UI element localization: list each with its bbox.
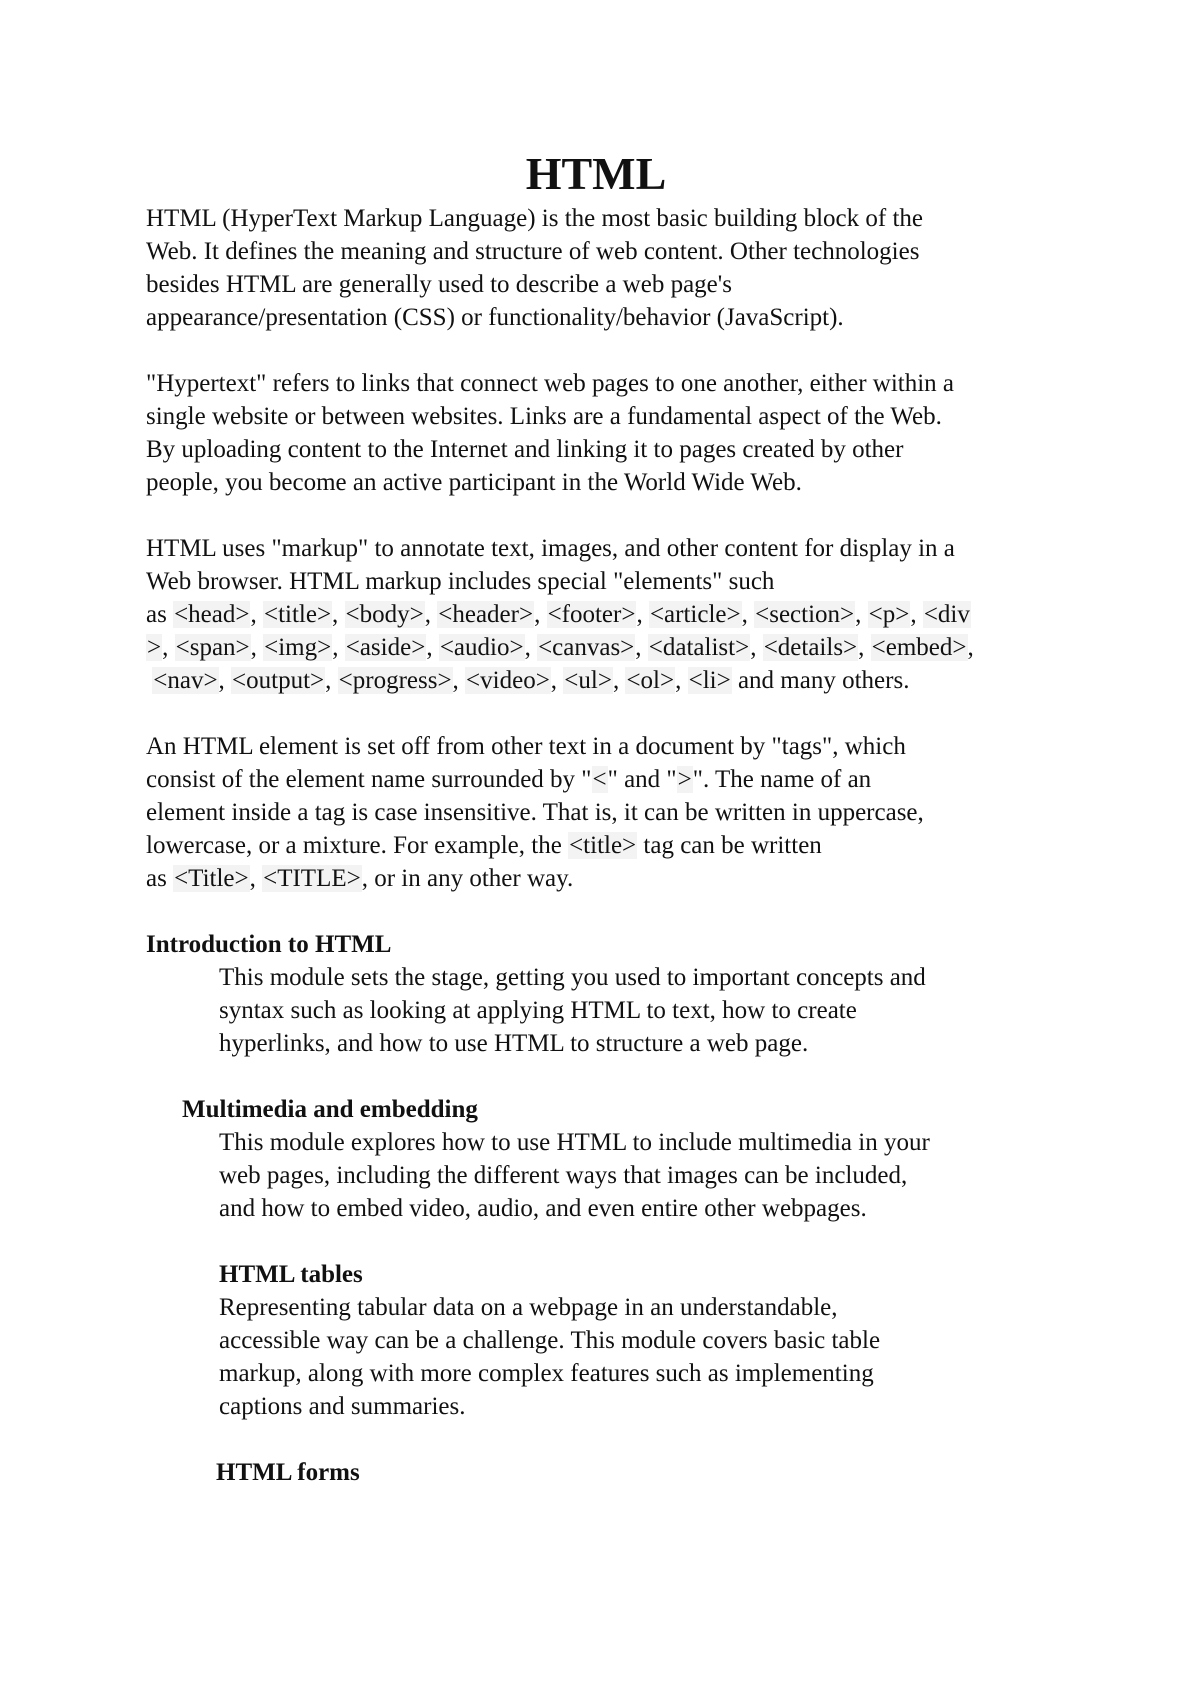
page-title: HTML: [525, 148, 667, 199]
code-tag: <li>: [688, 667, 731, 694]
code-tag: <TITLE>: [263, 865, 361, 892]
paragraph-line: This module explores how to use HTML to include multimedia in your: [219, 1129, 930, 1156]
code-tag: <section>: [755, 601, 855, 628]
section-title: Introduction to HTML: [146, 931, 392, 958]
code-tag: <details>: [763, 634, 858, 661]
code-tag: <body>: [345, 601, 424, 628]
paragraph-line: By uploading content to the Internet and linking it to pages created by other: [146, 436, 904, 463]
tag-list-line: >, <span>, <img>, <aside>, <audio>, <canvas>, <datalist>, <details>, <embed>,: [147, 634, 974, 661]
paragraph-line: appearance/presentation (CSS) or functionality/behavior (JavaScript).: [146, 304, 844, 331]
paragraph-line: web pages, including the different ways that images can be included,: [219, 1162, 908, 1189]
code-tag: >: [677, 766, 692, 793]
paragraph-line: HTML (HyperText Markup Language) is the most basic building block of the: [146, 205, 924, 232]
paragraph-line: captions and summaries.: [219, 1393, 466, 1420]
paragraph-line: An HTML element is set off from other text in a document by "tags", which: [146, 733, 906, 760]
code-tag: <span>: [175, 634, 250, 661]
code-tag: <output>: [232, 667, 325, 694]
code-tag: <ul>: [564, 667, 612, 694]
paragraph-line: Web. It defines the meaning and structure of web content. Other technologies: [146, 238, 920, 265]
code-tag: <ol>: [626, 667, 675, 694]
paragraph-line: This module sets the stage, getting you used to important concepts and: [219, 964, 926, 991]
paragraph-line: and how to embed video, audio, and even entire other webpages.: [219, 1195, 867, 1222]
section-title: HTML forms: [216, 1459, 360, 1486]
paragraph-markup: [146, 532, 1086, 697]
paragraph-line: Web browser. HTML markup includes special "elements" such: [146, 568, 775, 595]
code-tag: <header>: [438, 601, 534, 628]
paragraph-line: accessible way can be a challenge. This module covers basic table: [219, 1327, 881, 1354]
code-tag: <audio>: [439, 634, 524, 661]
paragraph-line: as <Title>, <TITLE>, or in any other way.: [146, 865, 574, 892]
section-description: [219, 1291, 1086, 1423]
paragraph-line: markup, along with more complex features such as implementing: [219, 1360, 874, 1387]
code-tag: <head>: [174, 601, 250, 628]
tag-list-line: as <head>, <title>, <body>, <header>, <footer>, <article>, <section>, <p>, <div: [146, 601, 970, 628]
paragraph-line: hyperlinks, and how to use HTML to structure a web page.: [219, 1030, 809, 1057]
code-tag: >: [147, 634, 162, 661]
paragraph-line: consist of the element name surrounded by "<" and ">". The name of an: [146, 766, 872, 793]
code-tag: <p>: [868, 601, 910, 628]
paragraph-line: people, you become an active participant in the World Wide Web.: [146, 469, 802, 496]
section-description: [219, 1126, 1086, 1225]
code-tag: <datalist>: [648, 634, 750, 661]
paragraph-line: "Hypertext" refers to links that connect web pages to one another, either within a: [146, 370, 955, 397]
code-tag: <title>: [263, 601, 332, 628]
code-tag: <img>: [264, 634, 332, 661]
paragraph-line: Representing tabular data on a webpage in an understandable,: [219, 1294, 838, 1321]
paragraph-line: HTML uses "markup" to annotate text, images, and other content for display in a: [146, 535, 955, 562]
code-tag: <canvas>: [538, 634, 635, 661]
code-tag: <embed>: [871, 634, 967, 661]
paragraph-line: element inside a tag is case insensitive. That is, it can be written in uppercase,: [146, 799, 924, 826]
paragraph-line: besides HTML are generally used to describe a web page's: [146, 271, 732, 298]
section-description: [219, 961, 1086, 1060]
paragraph-hypertext: [146, 367, 1086, 499]
paragraph-line: syntax such as looking at applying HTML to text, how to create: [219, 997, 857, 1024]
code-tag: <nav>: [153, 667, 218, 694]
code-tag: <footer>: [547, 601, 636, 628]
paragraph-tags: [146, 730, 1086, 895]
code-tag: <: [592, 766, 607, 793]
section-title: Multimedia and embedding: [182, 1096, 478, 1123]
code-tag: <video>: [466, 667, 550, 694]
code-tag: <div: [923, 601, 970, 628]
paragraph-line: single website or between websites. Links are a fundamental aspect of the Web.: [146, 403, 942, 430]
document-page: [146, 146, 1086, 1489]
code-tag: <title>: [569, 832, 637, 859]
code-tag: <progress>: [338, 667, 452, 694]
code-tag: <aside>: [345, 634, 426, 661]
code-tag: <Title>: [174, 865, 249, 892]
tag-list-line: <nav>, <output>, <progress>, <video>, <ul>, <ol>, <li> and many others.: [153, 667, 910, 694]
section-title: HTML tables: [219, 1261, 363, 1288]
paragraph-intro: [146, 202, 1086, 334]
code-tag: <article>: [649, 601, 741, 628]
paragraph-line: lowercase, or a mixture. For example, the <title> tag can be written: [146, 832, 822, 859]
